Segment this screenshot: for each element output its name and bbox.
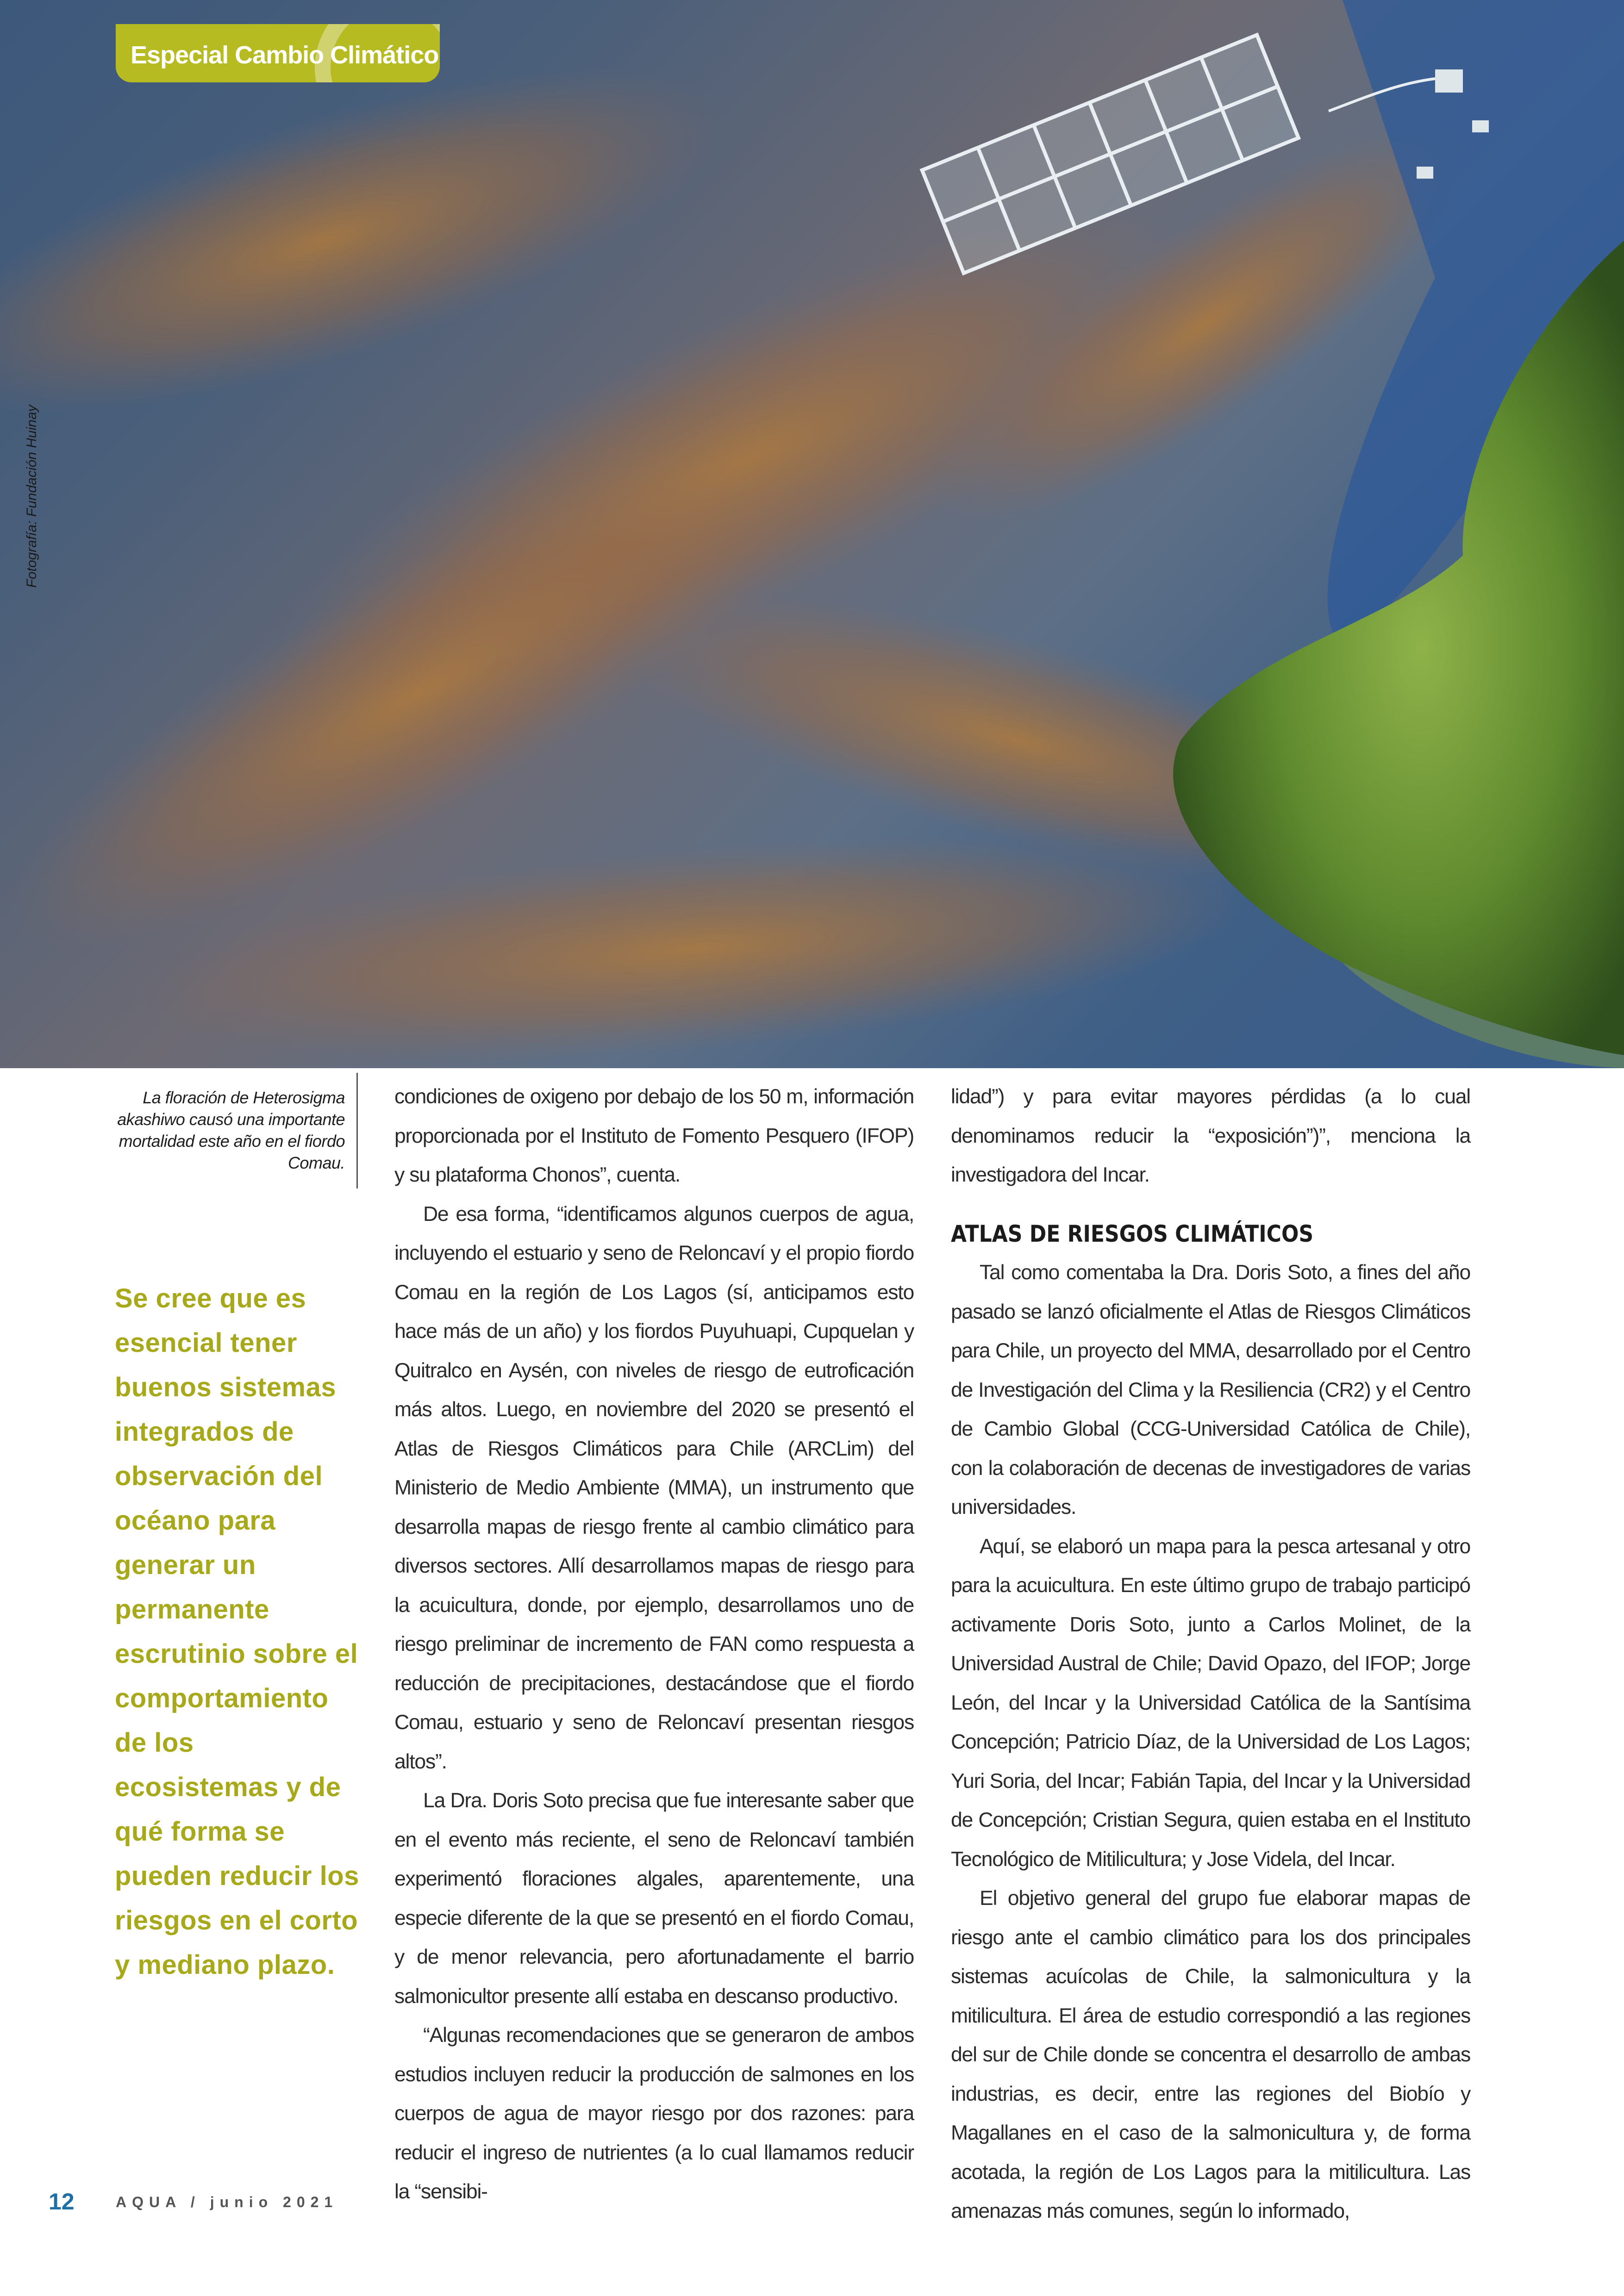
photo-caption: La floración de Heterosigma akashiwo causó una importante mortalidad este año en el fiordo Comau. [117, 1088, 345, 1172]
photo-credit: Fotografía: Fundación Huinay [24, 404, 39, 588]
paragraph: El objetivo general del grupo fue elaborar mapas de riesgo ante el cambio climático para los dos principales sistemas acuícolas de Chile, la salmonicultura y la mitilicultura. El área de estudio correspondió a las regiones del sur de Chile donde se concentra el desarrollo de ambas industrias, es decir, entre las regiones del Biobío y Magallanes en el caso de la salmonicultura y, de forma acotada, la región de Los Lagos para la mitilicultura. Las amenazas más comunes, según lo informado, [951, 1887, 1470, 2222]
section-label: Especial Cambio Climático [131, 41, 439, 69]
caption-divider [356, 1073, 358, 1188]
paragraph: La Dra. Doris Soto precisa que fue interesante saber que en el evento más reciente, el seno de Reloncaví también experimentó floraciones algales, aparentemente, una especie diferente de la que se presentó en el fiordo Comau, y de menor relevancia, pero afortunadamente el barrio salmonicultor presente allí estaba en descanso productivo. [394, 1789, 914, 2008]
paragraph: Aquí, se elaboró un mapa para la pesca artesanal y otro para la acuicultura. En este último grupo de trabajo participó activamente Doris Soto, junto a Carlos Molinet, de la Universidad Austral de Chile; David Opazo, del IFOP; Jorge León, del Incar y la Universidad Católica de la Santísima Concepción; Patricio Díaz, de la Universidad de Los Lagos; Yuri Soria, del Incar; Fabián Tapia, del Incar y la Universidad de Concepción; Cristian Segura, quien estaba en el Instituto Tecnológico de Mitilicultura; y Jose Videla, del Incar. [951, 1535, 1470, 1871]
paragraph: condiciones de oxigeno por debajo de los 50 m, información proporcionada por el Instituto de Fomento Pesquero (IFOP) y su plataforma Chonos”, cuenta. [394, 1085, 914, 1186]
spacer [951, 1195, 1470, 1214]
page-number: 12 [49, 2189, 75, 2215]
paragraph: De esa forma, “identificamos algunos cuerpos de agua, incluyendo el estuario y seno de Reloncaví y el propio fiordo Comau en la región de Los Lagos (sí, anticipamos esto hace más de un año) y los fiordos Puyuhuapi, Cupquelan y Quitralco en Aysén, con niveles de riesgo de eutroficación más altos. Luego, en noviembre del 2020 se presentó el Atlas de Riesgos Climáticos para Chile (ARCLim) del Ministerio de Medio Ambiente (MMA), un instrumento que desarrolla mapas de riesgo frente al cambio climático para diversos sectores. Allí desarrollamos mapas de riesgo para la acuicultura, donde, por ejemplo, desarrollamos uno de riesgo preliminar de incremento de FAN como respuesta a reducción de precipitaciones, destacándose que el fiordo Comau, estuario y seno de Reloncaví presentan riesgos altos”. [394, 1202, 914, 1773]
algal-bloom-aerial-illustration [0, 0, 1624, 1068]
section-tab [116, 24, 440, 82]
section-heading: ATLAS DE RIESGOS CLIMÁTICOS [951, 1220, 1314, 1247]
issue-line: AQUA / junio 2021 [116, 2194, 338, 2210]
paragraph: Tal como comentaba la Dra. Doris Soto, a fines del año pasado se lanzó oficialmente el Atlas de Riesgos Climáticos para Chile, un proyecto del MMA, desarrollado por el Centro de Investigación del Clima y la Resiliencia (CR2) y el Centro de Cambio Global (CCG-Universidad Católica de Chile), con la colaboración de decenas de investigadores de varias universidades. [951, 1261, 1470, 1518]
hero-photo [0, 0, 1624, 1068]
article-column-2 [951, 1077, 1470, 2231]
article-column-1 [394, 1077, 914, 2212]
paragraph: “Algunas recomendaciones que se generaron de ambos estudios incluyen reducir la producción de salmones en los cuerpos de agua de mayor riesgo por dos razones: para reducir el ingreso de nutrientes (a lo cual llamamos reducir la “sensibi- [394, 2024, 914, 2203]
paragraph: lidad”) y para evitar mayores pérdidas (a lo cual denominamos reducir la “exposición”)”, menciona la investigadora del Incar. [951, 1085, 1470, 1186]
pull-quote: Se cree que es esencial tener buenos sistemas integrados de observación del océano para generar un permanente escrutinio sobre el comportamiento de los ecosistemas y de qué forma se pueden reducir los riesgos en el corto y mediano plazo. [115, 1283, 359, 1980]
